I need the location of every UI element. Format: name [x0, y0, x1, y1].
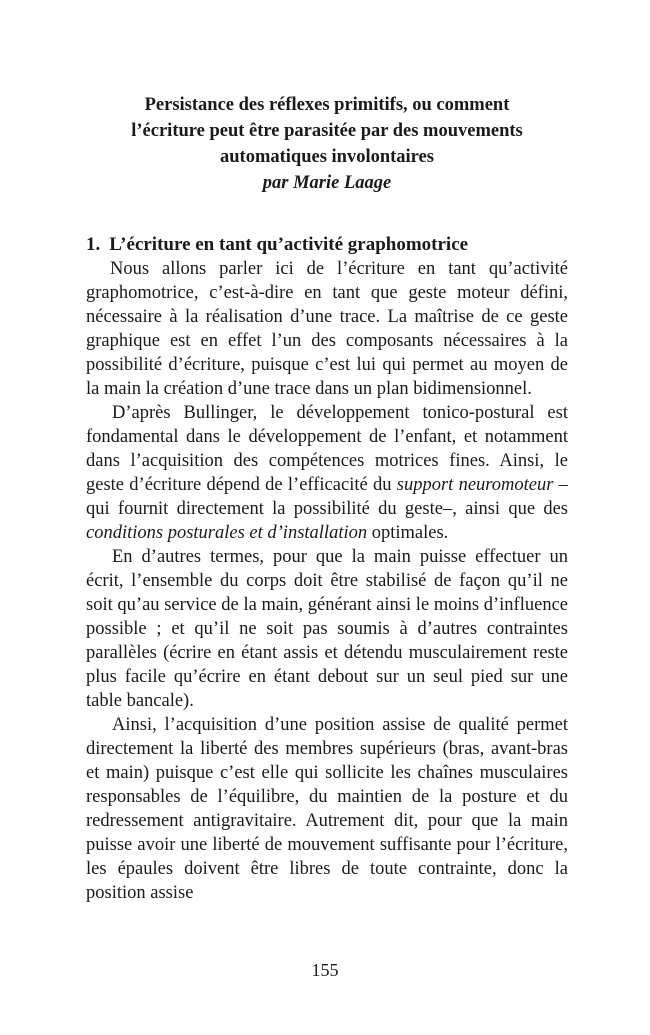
- book-page: [86, 92, 568, 905]
- title-line-3: automatiques involontaires: [220, 147, 434, 167]
- title-line-1: Persistance des réflexes primitifs, ou comment: [144, 95, 510, 115]
- paragraph-2-text-b: –qui fournit directement la possibilité du geste–, ainsi que des: [86, 475, 568, 519]
- paragraph-2-italic-b: conditions posturales et d’installation: [86, 523, 368, 543]
- section-title: L’écriture en tant qu’activité graphomotrice: [109, 234, 469, 255]
- paragraph-2: [86, 401, 568, 545]
- title-line-2: l’écriture peut être parasitée par des mouvements: [131, 121, 523, 141]
- chapter-author: par Marie Laage: [262, 173, 392, 193]
- chapter-title: [86, 92, 568, 196]
- paragraph-2-italic-a: support neuromoteur: [396, 475, 554, 495]
- paragraph-2-text-a: D’après Bullinger, le développement tonico-postural est fondamental dans le développement de l’enfant, et notamment dans l’acquisition des compétences motrices fines. Ainsi, le geste d’écriture dépend de l’efficacité du: [86, 403, 568, 495]
- section-number: 1.: [86, 234, 101, 255]
- paragraph-4: Ainsi, l’acquisition d’une position assise de qualité permet directement la liberté des membres supérieurs (bras, avant-bras et main) puisque c’est elle qui sollicite les chaînes musculaires responsables de l’équilibre, du maintien de la posture et du redressement antigravitaire. Autrement dit, pour que la main puisse avoir une liberté de mouvement suffisante pour l’écriture, les épaules doivent être libres de toute contrainte, donc la position assise: [86, 715, 568, 903]
- paragraph-2-text-c: optimales.: [367, 523, 449, 543]
- section-heading: [86, 232, 568, 257]
- paragraph-1: Nous allons parler ici de l’écriture en tant qu’activité graphomotrice, c’est-à-dire en tant que geste moteur défini, nécessaire à la réalisation d’une trace. La maîtrise de ce geste graphique est en effet l’un des composants nécessaires à la possibilité d’écriture, puisque c’est lui qui permet au moyen de la main la création d’une trace dans un plan bidimensionnel.: [86, 259, 568, 399]
- page-number: 155: [311, 960, 339, 980]
- paragraph-3: En d’autres termes, pour que la main puisse effectuer un écrit, l’ensemble du corps doit être stabilisé de façon qu’il ne soit qu’au service de la main, générant ainsi le moins d’influence possible ; et qu’il ne soit pas soumis à d’autres contraintes parallèles (écrire en étant assis et détendu musculairement reste plus facile qu’écrire en étant debout sur un seul pied sur une table bancale).: [86, 547, 568, 711]
- body-text: [86, 257, 568, 905]
